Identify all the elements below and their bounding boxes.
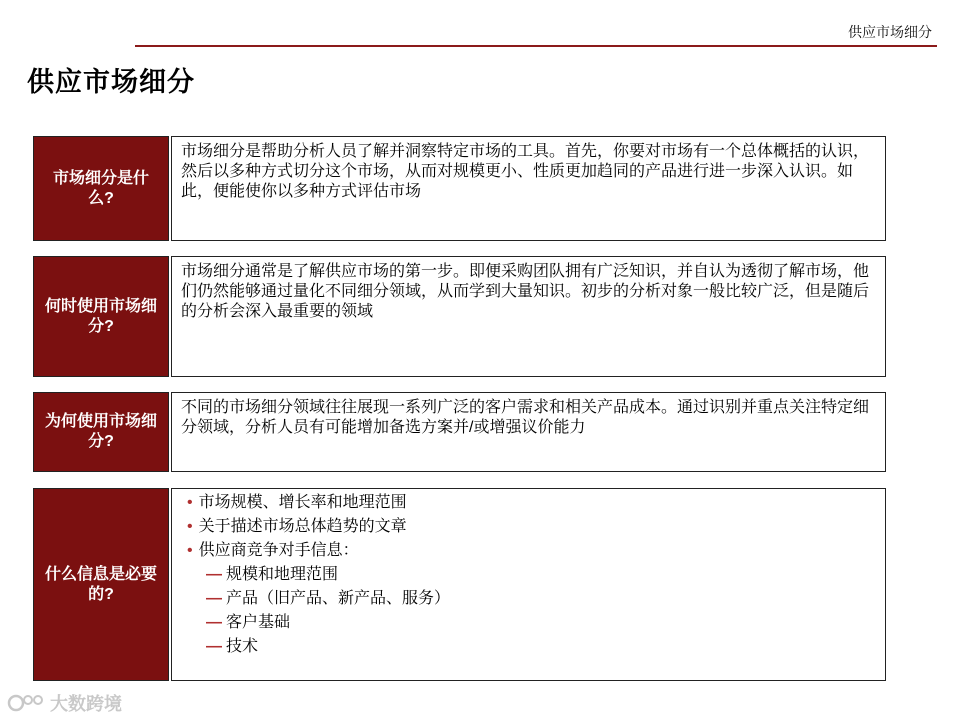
sub-item-text: 规模和地理范围 <box>226 566 339 583</box>
watermark-logo-icon <box>6 693 46 713</box>
bullet-icon: • <box>187 518 193 535</box>
row-info <box>33 488 886 681</box>
list-item-text: 市场规模、增长率和地理范围 <box>198 494 407 511</box>
sub-list-item <box>181 587 877 611</box>
sub-item-text: 技术 <box>226 638 259 655</box>
row-why <box>33 392 886 472</box>
dash-icon: — <box>206 614 222 631</box>
row-label: 市场细分是什么? <box>33 136 169 241</box>
list-item <box>187 515 877 539</box>
list-item-text: 供应商竞争对手信息： <box>198 542 359 559</box>
row-label: 为何使用市场细分? <box>33 392 169 472</box>
sub-list-item <box>181 563 877 587</box>
sub-list-item <box>181 635 877 659</box>
row-when <box>33 256 886 377</box>
row-label: 什么信息是必要的? <box>33 488 169 681</box>
sub-item-text: 客户基础 <box>226 614 291 631</box>
row-content: 市场细分通常是了解供应市场的第一步。即便采购团队拥有广泛知识，并自认为透彻了解市场，他们仍然能够通过量化不同细分领域，从而学到大量知识。初步的分析对象一般比较广泛，但是随后的分析会深入最重要的领域 <box>171 256 886 377</box>
bullet-list <box>181 491 877 563</box>
dash-icon: — <box>206 638 222 655</box>
dash-icon: — <box>206 566 222 583</box>
row-content: 不同的市场细分领域往往展现一系列广泛的客户需求和相关产品成本。通过识别并重点关注特定细分领域，分析人员有可能增加备选方案并/或增强议价能力 <box>171 392 886 472</box>
row-what <box>33 136 886 241</box>
sub-item-text: 产品（旧产品、新产品、服务） <box>226 590 451 607</box>
row-content: 市场细分是帮助分析人员了解并洞察特定市场的工具。首先，你要对市场有一个总体概括的认识，然后以多种方式切分这个市场，从而对规模更小、性质更加趋同的产品进行进一步深入认识。如此，便能使你以多种方式评估市场 <box>171 136 886 241</box>
bullet-icon: • <box>187 542 193 559</box>
row-label: 何时使用市场细分? <box>33 256 169 377</box>
header-rule <box>135 45 937 47</box>
bullet-icon: • <box>187 494 193 511</box>
list-item <box>187 539 877 563</box>
watermark <box>6 690 122 716</box>
row-content <box>171 488 886 681</box>
list-item-text: 关于描述市场总体趋势的文章 <box>198 518 407 535</box>
list-item <box>187 491 877 515</box>
dash-icon: — <box>206 590 222 607</box>
watermark-text: 大数跨境 <box>50 694 122 714</box>
header-label: 供应市场细分 <box>848 24 932 40</box>
sub-list-item <box>181 611 877 635</box>
page-title: 供应市场细分 <box>27 67 195 97</box>
